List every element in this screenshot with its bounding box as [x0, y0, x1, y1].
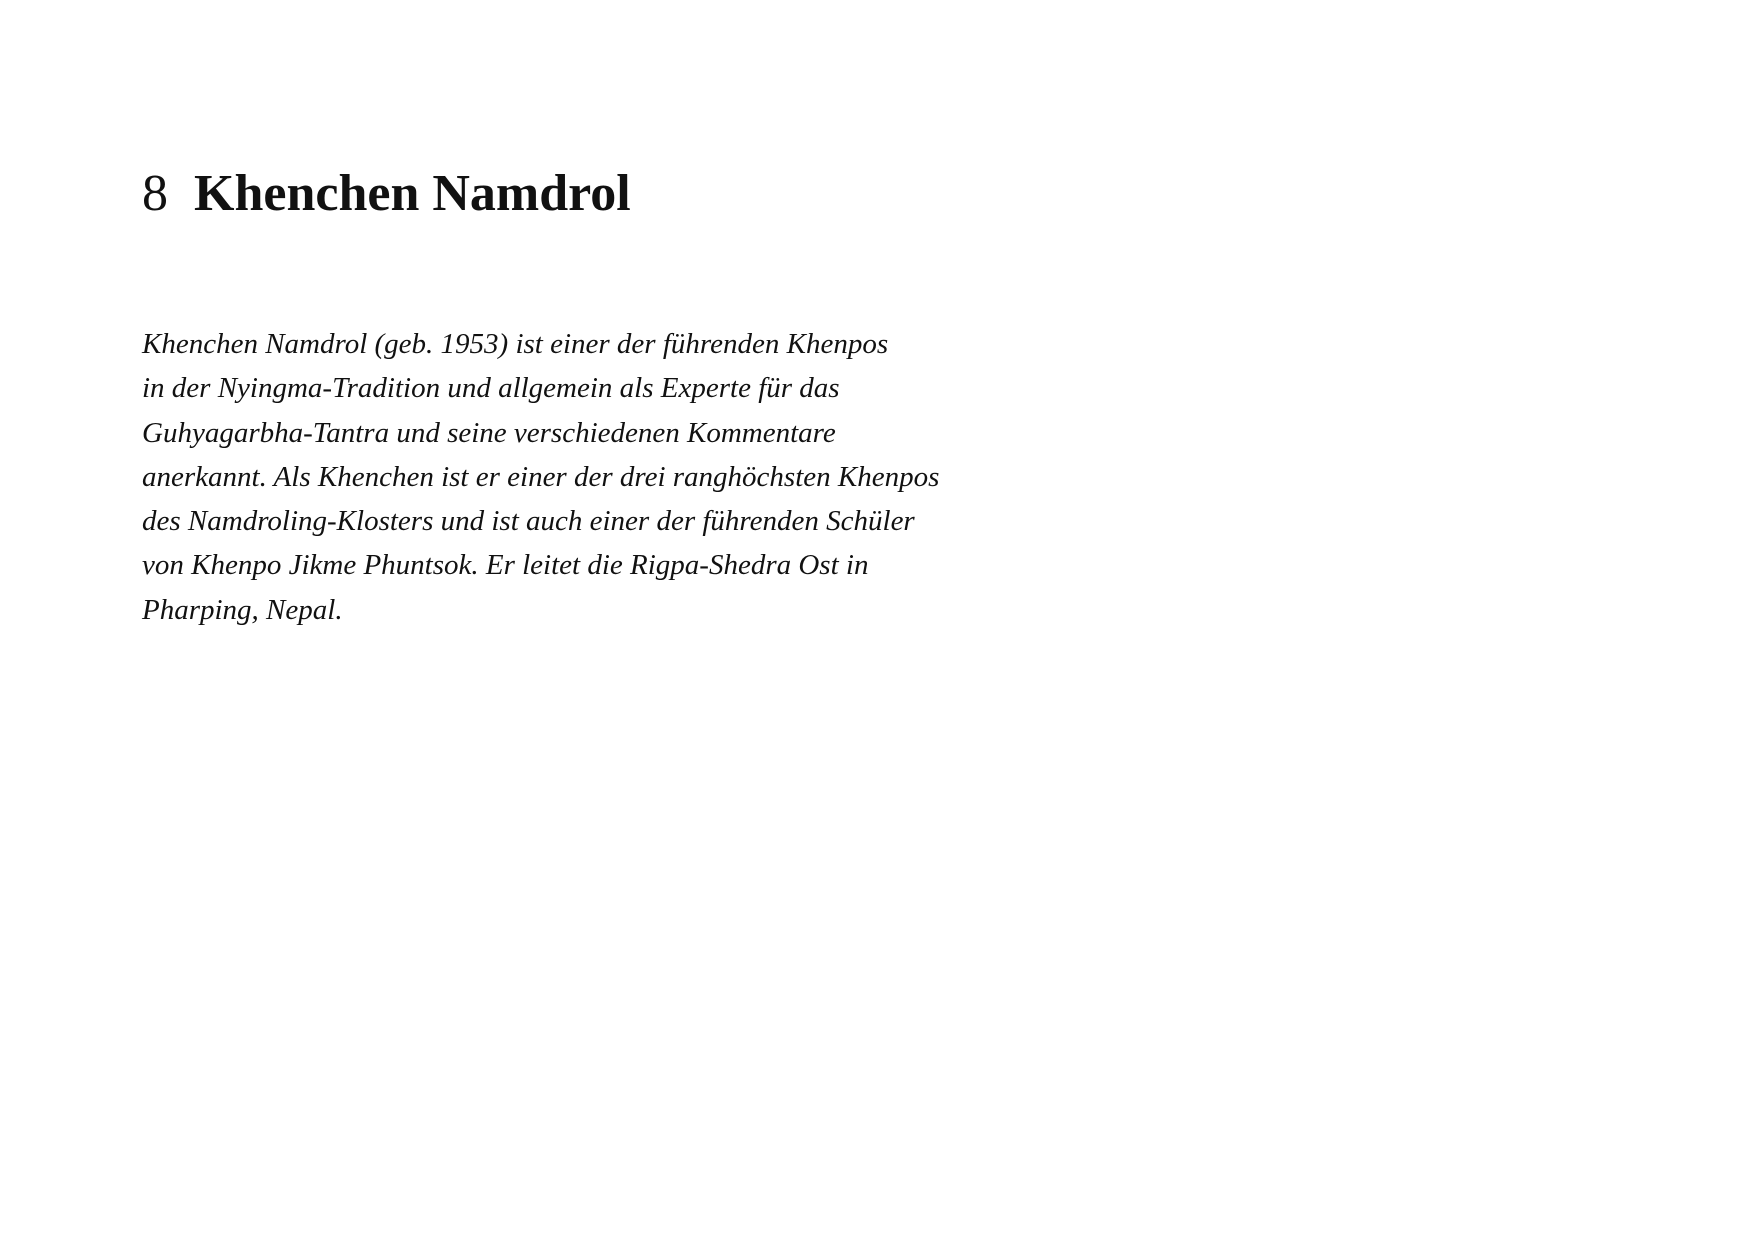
chapter-title: Khenchen Namdrol	[194, 165, 631, 222]
paragraph-line: Khenchen Namdrol (geb. 1953) ist einer der führenden Khenpos	[142, 328, 889, 360]
biography-paragraph	[142, 322, 1002, 632]
chapter-heading	[142, 165, 631, 222]
paragraph-line: in der Nyingma-Tradition und allgemein als Experte für das	[142, 372, 840, 405]
chapter-number: 8	[142, 165, 168, 222]
paragraph-line: Pharping, Nepal.	[142, 593, 343, 626]
paragraph-line: Guhyagarbha-Tantra und seine verschiedenen Kommentare	[142, 416, 836, 449]
paragraph-line: des Namdroling-Klosters und ist auch einer der führenden Schüler	[142, 505, 915, 538]
paragraph-line: anerkannt. Als Khenchen ist er einer der drei ranghöchsten Khenpos	[142, 460, 940, 493]
paragraph-line: von Khenpo Jikme Phuntsok. Er leitet die Rigpa-Shedra Ost in	[142, 549, 869, 582]
